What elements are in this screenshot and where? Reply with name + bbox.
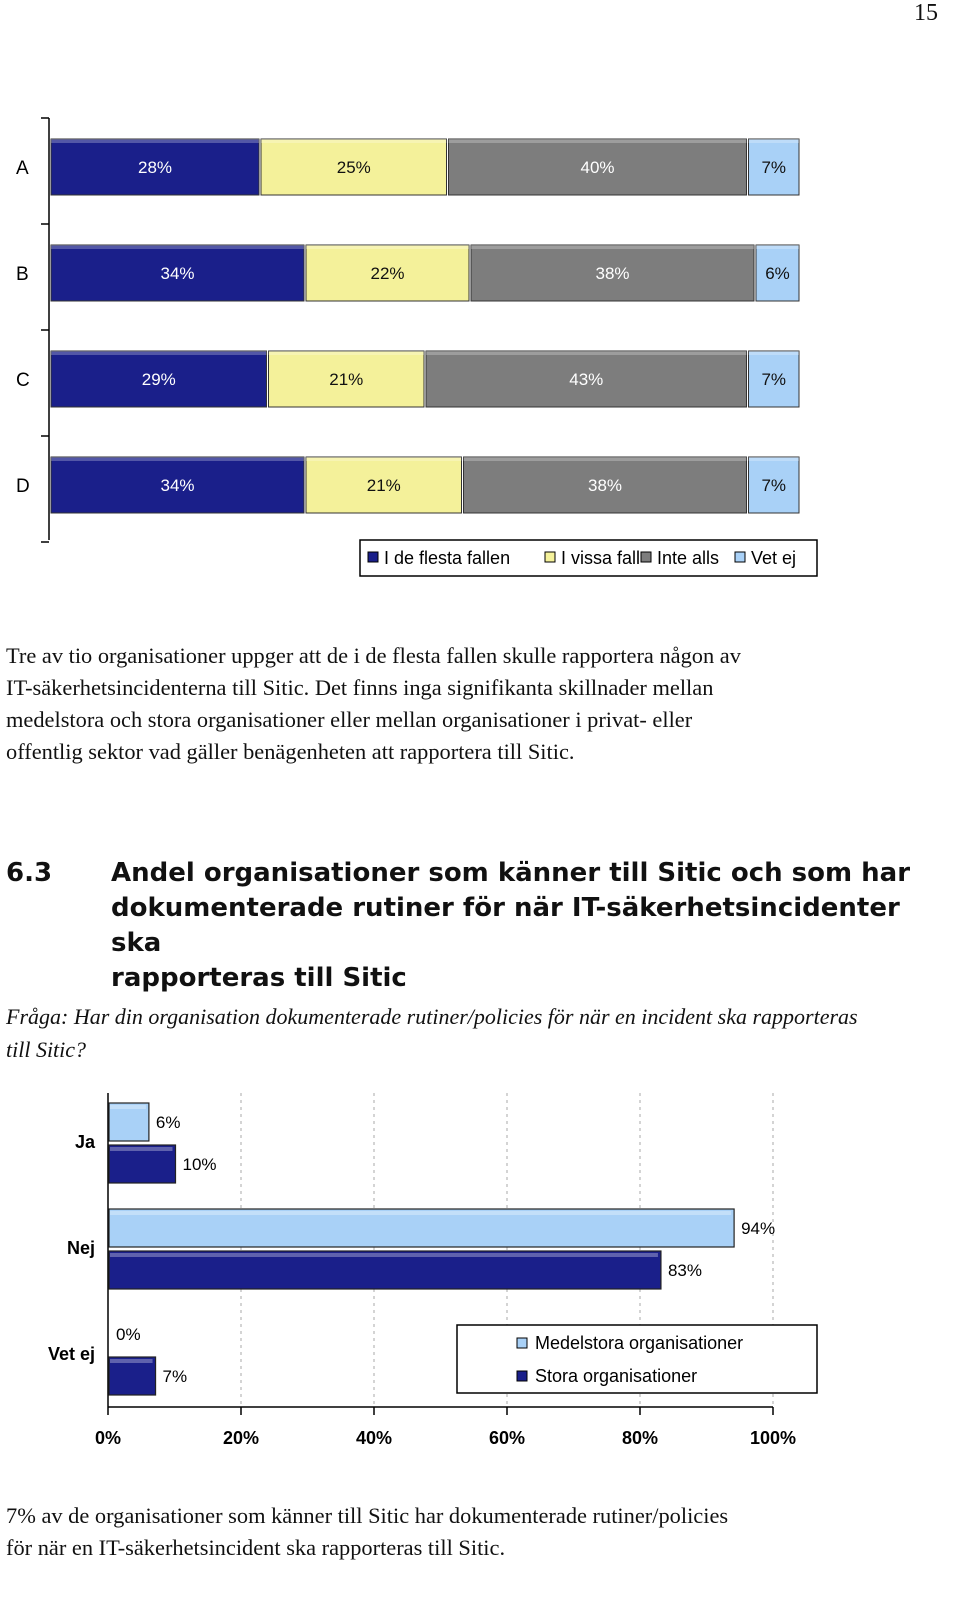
- paragraph-2-line: för när en IT-säkerhetsincident ska rapporteras till Sitic.: [6, 1535, 506, 1560]
- stacked-bar-highlight: [51, 245, 304, 249]
- stacked-bar-highlight: [749, 139, 800, 143]
- category-label: B: [16, 264, 29, 285]
- survey-question-line: Fråga: Har din organisation dokumenterade rutiner/policies för när en incident ska rapporteras: [6, 1004, 858, 1029]
- data-label: 0%: [116, 1325, 141, 1344]
- category-label: C: [16, 370, 30, 391]
- grouped-bar-chart: [0, 1085, 960, 1470]
- bar-highlight: [110, 1211, 731, 1215]
- category-label: Ja: [74, 1132, 95, 1152]
- category-label: Nej: [66, 1238, 95, 1258]
- section-title: [111, 856, 951, 996]
- data-label: 7%: [162, 1367, 188, 1386]
- survey-question-line: till Sitic?: [6, 1037, 87, 1062]
- stacked-bar-highlight: [306, 457, 462, 461]
- data-label: 25%: [336, 158, 371, 177]
- bar-highlight: [110, 1359, 153, 1363]
- legend-label: Stora organisationer: [535, 1366, 698, 1386]
- bar-highlight: [110, 1105, 146, 1109]
- data-label: 38%: [595, 264, 630, 283]
- stacked-bar-highlight: [306, 245, 469, 249]
- paragraph-2: [6, 1500, 956, 1564]
- section-number: 6.3: [6, 858, 53, 888]
- data-label: 7%: [761, 476, 787, 495]
- data-label: 21%: [329, 370, 364, 389]
- legend-label: Inte alls: [657, 548, 720, 568]
- legend-swatch: [517, 1371, 527, 1381]
- data-label: 7%: [761, 370, 787, 389]
- paragraph-1-line: Tre av tio organisationer uppger att de i de flesta fallen skulle rapportera någon av: [6, 643, 741, 668]
- stacked-bar-chart: [0, 110, 960, 590]
- stacked-bar-highlight: [261, 139, 447, 143]
- data-label: 6%: [155, 1113, 181, 1132]
- stacked-bar-highlight: [51, 351, 267, 355]
- page-number: 15: [914, 0, 938, 26]
- legend-label: Medelstora organisationer: [535, 1333, 744, 1353]
- data-label: 34%: [160, 264, 195, 283]
- data-label: 7%: [761, 158, 787, 177]
- legend-swatch: [517, 1338, 527, 1348]
- x-tick-label: 40%: [355, 1428, 393, 1448]
- section-title-line: rapporteras till Sitic: [111, 963, 407, 993]
- data-label: 10%: [182, 1155, 217, 1174]
- stacked-bar-highlight: [464, 457, 747, 461]
- stacked-bar-highlight: [749, 457, 800, 461]
- category-label: D: [16, 476, 30, 497]
- stacked-bar-highlight: [449, 139, 747, 143]
- bar-highlight: [110, 1147, 173, 1151]
- data-label: 22%: [370, 264, 405, 283]
- data-label: 83%: [667, 1261, 702, 1280]
- stacked-bar-highlight: [51, 457, 304, 461]
- data-label: 43%: [569, 370, 604, 389]
- legend-swatch: [641, 552, 651, 562]
- category-label: Vet ej: [47, 1344, 95, 1364]
- category-label: A: [16, 158, 29, 179]
- section-title-line: dokumenterade rutiner för när IT-säkerhetsincidenter ska: [111, 893, 900, 958]
- x-tick-label: 20%: [222, 1428, 260, 1448]
- data-label: 28%: [137, 158, 173, 177]
- data-label: 34%: [160, 476, 195, 495]
- x-tick-label: 100%: [749, 1428, 797, 1448]
- paragraph-1: [6, 640, 956, 768]
- stacked-bar-highlight: [51, 139, 259, 143]
- stacked-bar-highlight: [269, 351, 425, 355]
- paragraph-1-line: IT-säkerhetsincidenterna till Sitic. Det finns inga signifikanta skillnader mellan: [6, 675, 714, 700]
- paragraph-1-line: offentlig sektor vad gäller benägenheten att rapportera till Sitic.: [6, 739, 575, 764]
- paragraph-2-line: 7% av de organisationer som känner till Sitic har dokumenterade rutiner/policies: [6, 1503, 729, 1528]
- data-label: 40%: [580, 158, 615, 177]
- legend-label: I vissa fall: [561, 548, 641, 568]
- legend-swatch: [368, 552, 378, 562]
- data-label: 29%: [141, 370, 176, 389]
- legend-label: I de flesta fallen: [384, 548, 511, 568]
- survey-question: [6, 1000, 956, 1066]
- stacked-bar-highlight: [756, 245, 799, 249]
- stacked-bar-highlight: [426, 351, 747, 355]
- legend-swatch: [735, 552, 745, 562]
- legend-label: Vet ej: [751, 548, 797, 568]
- data-label: 94%: [741, 1219, 776, 1238]
- paragraph-1-line: medelstora och stora organisationer eller mellan organisationer i privat- eller: [6, 707, 693, 732]
- bar-highlight: [110, 1253, 658, 1257]
- stacked-bar-highlight: [471, 245, 754, 249]
- x-tick-label: 60%: [488, 1428, 526, 1448]
- legend-swatch: [545, 552, 555, 562]
- data-label: 21%: [366, 476, 401, 495]
- data-label: 6%: [765, 264, 790, 283]
- stacked-bar-highlight: [749, 351, 800, 355]
- x-tick-label: 0%: [94, 1428, 122, 1448]
- section-title-line: Andel organisationer som känner till Sitic och som har: [111, 858, 911, 888]
- data-label: 38%: [587, 476, 623, 495]
- x-tick-label: 80%: [621, 1428, 659, 1448]
